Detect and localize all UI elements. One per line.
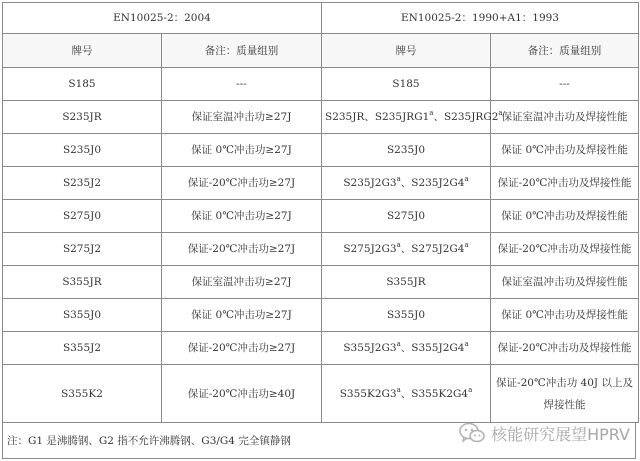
grade-new-cell: S235JR: [3, 101, 162, 134]
remark-new-cell: 保证-20℃冲击功≥27J: [162, 167, 322, 200]
grade-new-cell: S235J0: [3, 134, 162, 167]
remark-new-cell: 保证室温冲击功≥27J: [162, 266, 322, 299]
grade-new-cell: S355J0: [3, 299, 162, 332]
header-remark-new: 备注：质量组别: [162, 34, 322, 68]
wechat-icon: [459, 422, 485, 444]
grade-old-cell: S275J2G3$^a$、S275J2G4$^a$: [322, 233, 491, 266]
remark-new-cell: 保证-20℃冲击功≥27J: [162, 332, 322, 365]
footnote-mark: a: [468, 385, 473, 394]
standard-group-header-row: [3, 3, 639, 34]
table-row: [3, 332, 639, 365]
table-row: [3, 167, 639, 200]
header-grade-new: 牌号: [3, 34, 162, 68]
table-row: [3, 365, 639, 423]
grade-new-cell: S275J2: [3, 233, 162, 266]
table-row: [3, 68, 639, 101]
remark-old-cell: 保证室温冲击功及焊接性能: [491, 266, 639, 299]
remark-new-cell: 保证-20℃冲击功≥40J: [162, 365, 322, 423]
footnote-mark: a: [464, 340, 469, 348]
grade-new-cell: S355JR: [3, 266, 162, 299]
grade-old-cell: S185: [322, 68, 491, 101]
footnote-mark: a: [498, 109, 503, 117]
grade-old-cell: S355J0: [322, 299, 491, 332]
table-row: [3, 233, 639, 266]
grade-new-cell: S355J2: [3, 332, 162, 365]
grade-old-cell: S275J0: [322, 200, 491, 233]
table-row: [3, 266, 639, 299]
table-row: [3, 101, 639, 134]
remark-old-cell: 保证 0℃冲击功及焊接性能: [491, 134, 639, 167]
remark-old-cell: 保证-20℃冲击功及焊接性能: [491, 233, 639, 266]
remark-old-cell: 保证室温冲击功及焊接性能: [491, 101, 639, 134]
remark-new-cell: ---: [162, 68, 322, 101]
watermark-text: 核能研究展望HPRV: [491, 424, 630, 444]
grade-old-cell: S235J0: [322, 134, 491, 167]
header-remark-old: 备注：质量组别: [491, 34, 639, 68]
footnote-mark: a: [396, 385, 401, 394]
footnote-mark: a: [396, 241, 401, 249]
remark-old-cell: ---: [491, 68, 639, 101]
column-header-row: [3, 34, 639, 68]
grade-new-cell: S355K2: [3, 365, 162, 423]
remark-old-cell: 保证-20℃冲击功及焊接性能: [491, 332, 639, 365]
grade-old-cell: S355JR: [322, 266, 491, 299]
group-en10025-2004: EN10025-2：2004: [3, 3, 322, 34]
table-footnote: 注：G1 是沸腾钢、G2 指不允许沸腾钢、G3/G4 完全镇静钢: [2, 423, 636, 459]
grade-new-cell: S275J0: [3, 200, 162, 233]
table-row: [3, 200, 639, 233]
remark-old-cell: 保证-20℃冲击功 40J 以上及 焊接性能: [491, 365, 639, 423]
footnote-mark: a: [464, 175, 469, 183]
remark-old-cell: 保证 0℃冲击功及焊接性能: [491, 299, 639, 332]
remark-old-cell: 保证 0℃冲击功及焊接性能: [491, 200, 639, 233]
grade-new-cell: S235J2: [3, 167, 162, 200]
table-row: [3, 299, 639, 332]
grade-old-cell: S355J2G3$^a$、S355J2G4$^a$: [322, 332, 491, 365]
remark-new-cell: 保证 0℃冲击功≥27J: [162, 200, 322, 233]
remark-new-cell: 保证 0℃冲击功≥27J: [162, 299, 322, 332]
grade-old-cell: S235JR、S235JRG1$^a$、S235JRG2$^a$: [322, 101, 491, 134]
grade-old-cell: S235J2G3$^a$、S235J2G4$^a$: [322, 167, 491, 200]
group-en10025-1990: EN10025-2：1990+A1：1993: [322, 3, 639, 34]
footnote-mark: a: [396, 340, 401, 348]
watermark: [459, 420, 630, 446]
footnote-mark: a: [464, 241, 469, 249]
steel-grade-table: [2, 2, 639, 423]
remark-new-cell: 保证 0℃冲击功≥27J: [162, 134, 322, 167]
remark-new-cell: 保证-20℃冲击功≥27J: [162, 233, 322, 266]
grade-old-cell: S355K2G3$^a$、S355K2G4$^a$: [322, 365, 491, 423]
remark-new-cell: 保证室温冲击功≥27J: [162, 101, 322, 134]
remark-old-cell: 保证-20℃冲击功及焊接性能: [491, 167, 639, 200]
table-row: [3, 134, 639, 167]
grade-new-cell: S185: [3, 68, 162, 101]
footnote-mark: a: [396, 175, 401, 183]
header-grade-old: 牌号: [322, 34, 491, 68]
footnote-mark: a: [429, 109, 434, 117]
